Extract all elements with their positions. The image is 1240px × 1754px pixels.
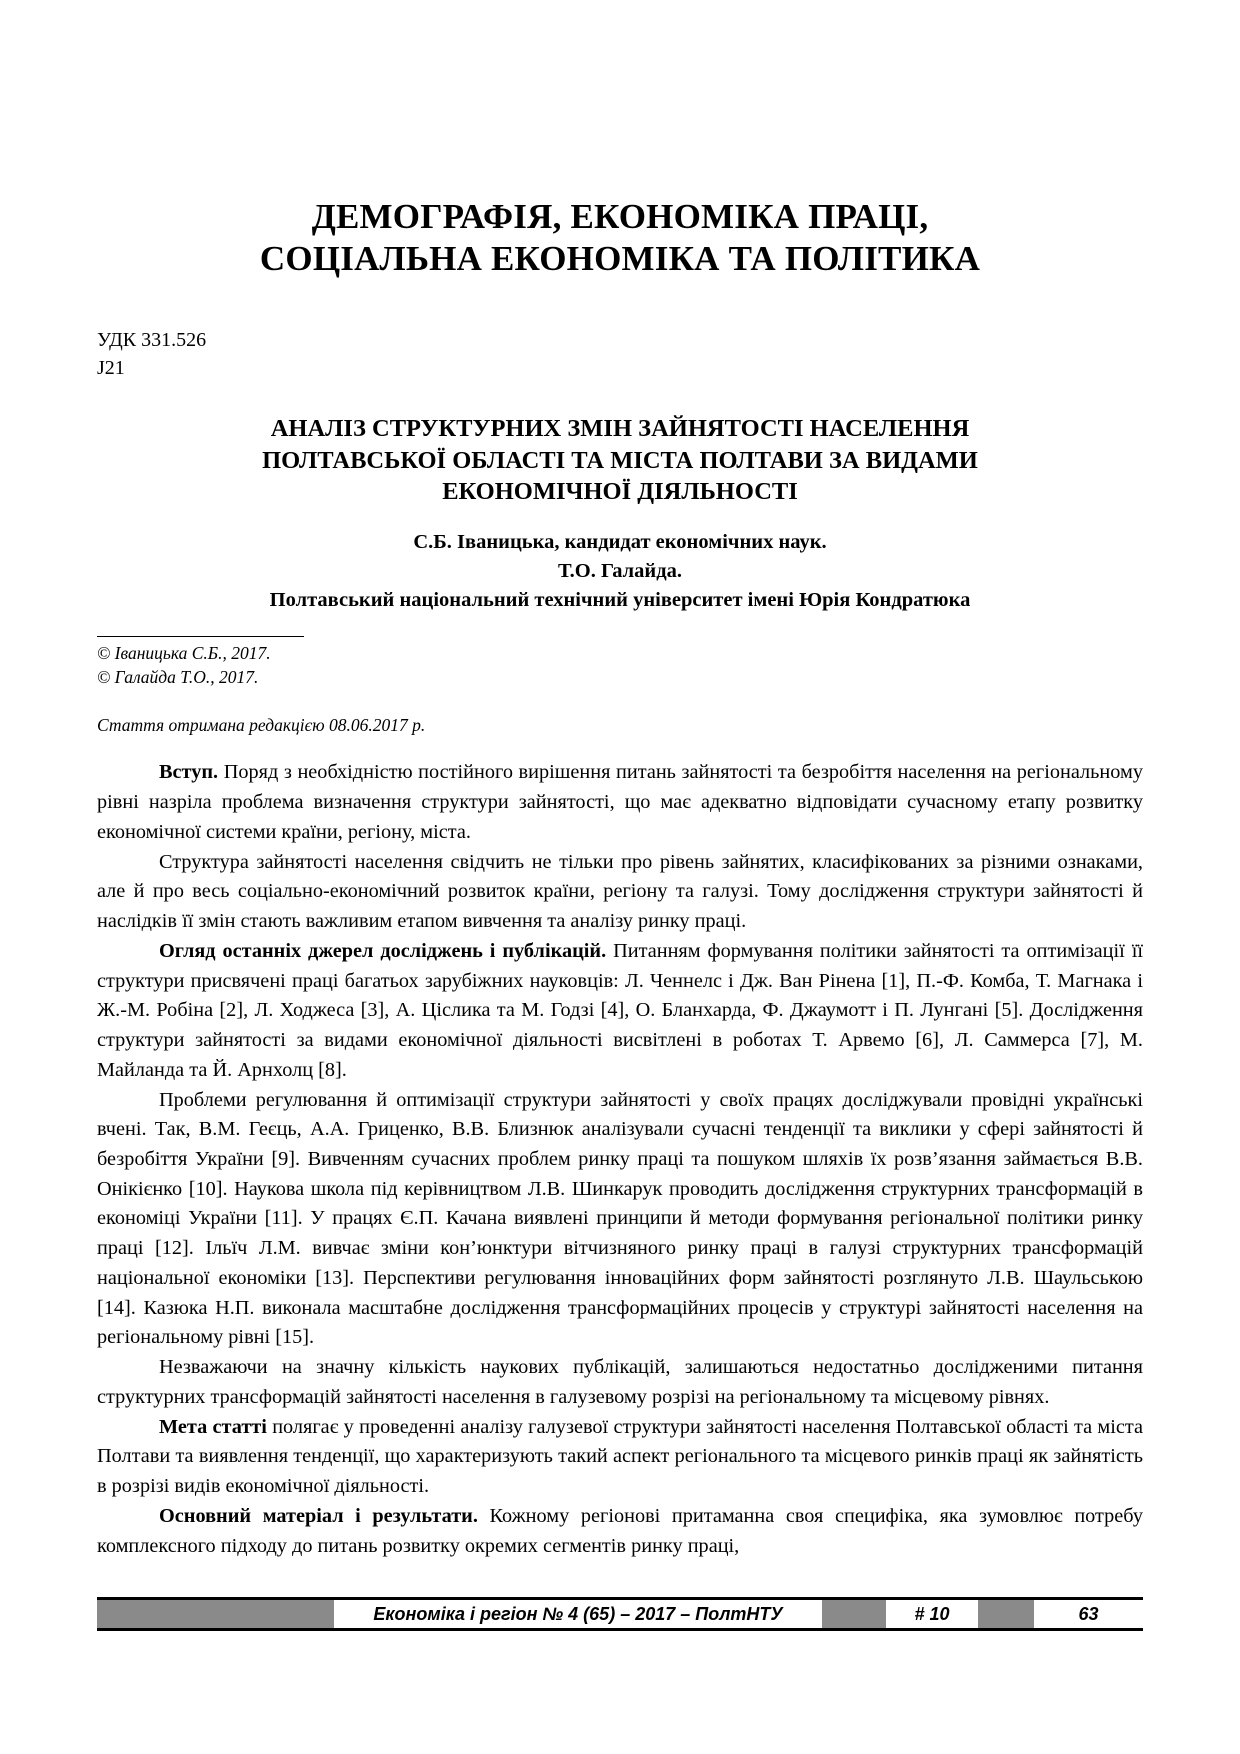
article-title-line-3: ЕКОНОМІЧНОЇ ДІЯЛЬНОСТІ	[442, 478, 798, 506]
paragraph-aim	[97, 1413, 1143, 1502]
section-heading-line-1: ДЕМОГРАФІЯ, ЕКОНОМІКА ПРАЦІ,	[311, 197, 929, 236]
paragraph-aim-text: полягає у проведенні аналізу галузевої структури зайнятості населення Полтавської області та міста Полтави та виявлення тенденції, що характеризують такий аспект регіонального та місцевого ринків праці як зайнятість в розрізі видів економічної діяльності.	[97, 1415, 1143, 1498]
page-footer	[97, 1597, 1143, 1631]
paragraph-aim-lead: Мета статті	[159, 1415, 267, 1438]
paragraph-intro-lead: Вступ.	[159, 761, 219, 784]
copyright-block	[97, 641, 1143, 689]
article-title-line-1: АНАЛІЗ СТРУКТУРНИХ ЗМІН ЗАЙНЯТОСТІ НАСЕЛЕННЯ	[270, 414, 970, 442]
footer-page-number: 63	[1034, 1600, 1143, 1628]
copyright-line-1: © Іваницька С.Б., 2017.	[97, 643, 271, 664]
paragraph-gap: Незважаючи на значну кількість наукових публікацій, залишаються недостатньо дослідженими питання структурних трансформацій зайнятості населення в галузевому розрізі на регіональному та місцевому рівнях.	[97, 1356, 1143, 1408]
paragraph-review-text: Питанням формування політики зайнятості та оптимізації її структури присвячені праці багатьох зарубіжних науковців: Л. Ченнелс і Дж. Ван Рінена [1], П.-Ф. Комба, Т. Магнака і Ж.-М. Робіна [2], Л. Ходжеса [3], А. Ціслика та М. Годзі [4], О. Бланхарда, Ф. Джаумотт і П. Лунгані [5]. Дослідження структури зайнятості за видами економічної діяльності висвітлені в роботах Т. Арвемо [6], Л. Саммерса [7], М. Майланда та Й. Арнхолц [8].	[97, 939, 1143, 1081]
footer-rule-bottom	[97, 1628, 1143, 1631]
copyright-line-2: © Галайда Т.О., 2017.	[97, 667, 259, 688]
paragraph-main-results-text: Кожному регіонові притаманна своя специфіка, яка зумовлює потребу комплексного підходу до питань розвитку окремих сегментів ринку праці,	[97, 1504, 1143, 1557]
paragraph-review	[97, 937, 1143, 1086]
authors-block	[97, 528, 1143, 585]
footer-journal-title: Економіка і регіон № 4 (65) – 2017 – ПолтНТУ	[334, 1600, 822, 1628]
article-title	[97, 413, 1143, 509]
page-content	[97, 0, 1143, 1561]
section-heading	[97, 196, 1143, 280]
paragraph-ukrainian-scholars: Проблеми регулювання й оптимізації структури зайнятості у своїх працях досліджували провідні українські вчені. Так, В.М. Геєць, А.А. Гриценко, В.В. Близнюк аналізували сучасні тенденції та виклики у сфері зайнятості й безробіття України [9]. Вивченням сучасних проблем ринку праці та пошуком шляхів їх розв’язання займається В.В. Онікієнко [10]. Наукова школа під керівництвом Л.В. Шинкарук проводить дослідження структурних трансформацій в економіці України [11]. У працях Є.П. Качана виявлені принципи й методи формування регіональної політики ринку праці [12]. Ільїч Л.М. вивчає зміни кон’юнктури вітчизняного ринку праці в галузі структурних трансформацій національної економіки [13]. Перспективи регулювання інноваційних форм зайнятості розглянуто Л.В. Шаульською [14]. Казюка Н.П. виконала масштабне дослідження трансформаційних процесів у структурі зайнятості населення на регіональному рівні [15].	[97, 1088, 1143, 1349]
paragraph-main-results	[97, 1502, 1143, 1561]
article-body	[97, 758, 1143, 1561]
footer-issue-number: # 10	[886, 1600, 978, 1628]
paragraph-intro	[97, 758, 1143, 847]
footnote-divider	[97, 636, 304, 637]
section-heading-line-2: СОЦІАЛЬНА ЕКОНОМІКА ТА ПОЛІТИКА	[259, 239, 981, 278]
paragraph-intro-text: Поряд з необхідністю постійного вирішення питань зайнятості та безробіття населення на регіональному рівні назріла проблема визначення структури зайнятості, що має адекватно відповідати сучасному етапу розвитку економічної системи країни, регіону, міста.	[97, 761, 1143, 843]
paragraph-structure: Структура зайнятості населення свідчить не тільки про рівень зайнятих, класифікованих за різними ознаками, але й про весь соціально-економічний розвиток країни, регіону та галузі. Тому дослідження структури зайнятості й наслідків її змін стають важливим етапом вивчення та аналізу ринку праці.	[97, 850, 1143, 933]
paragraph-main-results-lead: Основний матеріал і результати.	[159, 1504, 478, 1527]
received-date: Стаття отримана редакцією 08.06.2017 р.	[97, 715, 426, 736]
article-title-line-2: ПОЛТАВСЬКОЇ ОБЛАСТІ ТА МІСТА ПОЛТАВИ ЗА ВИДАМИ	[262, 446, 978, 474]
paragraph-review-lead: Огляд останніх джерел досліджень і публікацій.	[159, 939, 607, 962]
footer-band-mid-1	[822, 1600, 886, 1628]
jel-code: J21	[97, 357, 125, 380]
footer-bands	[97, 1600, 1143, 1628]
footer-band-mid-2	[978, 1600, 1034, 1628]
classification-block	[97, 326, 1143, 383]
udc-code: УДК 331.526	[97, 329, 207, 351]
author-2: Т.О. Галайда.	[558, 559, 682, 582]
affiliation: Полтавський національний технічний університет імені Юрія Кондратюка	[269, 588, 971, 611]
author-1: С.Б. Іваницька, кандидат економічних наук.	[413, 531, 827, 554]
footer-band-left	[97, 1600, 334, 1628]
